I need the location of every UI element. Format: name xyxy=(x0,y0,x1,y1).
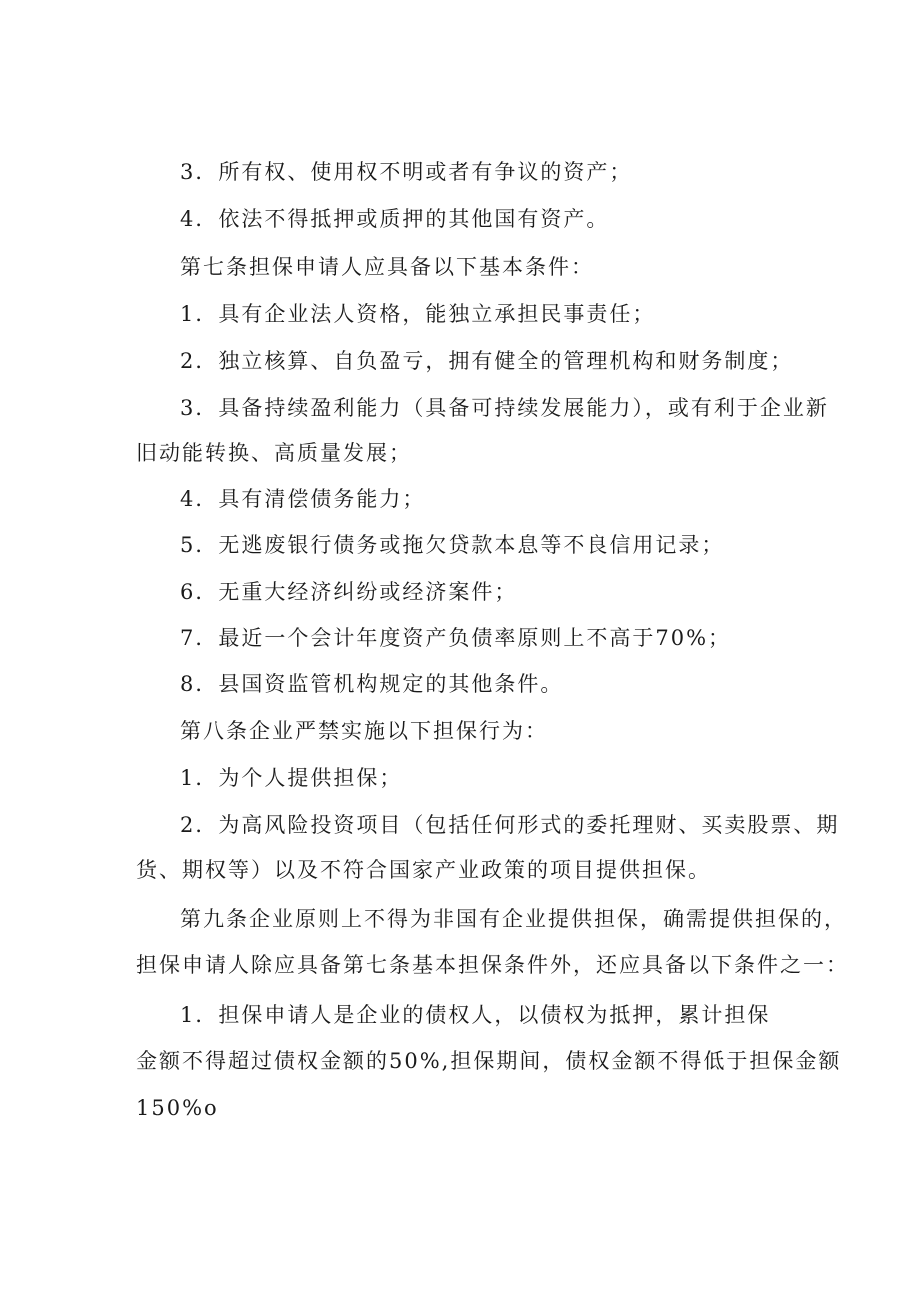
condition-item-7: 7．最近一个会计年度资产负债率原则上不高于70%； xyxy=(180,626,732,650)
condition-item-3: 3．具备持续盈利能力（具备可持续发展能力），或有利于企业新 xyxy=(180,396,829,420)
condition-item-3-continued: 旧动能转换、高质量发展； xyxy=(136,441,412,465)
article-9-heading: 第九条企业原则上不得为非国有企业提供担保，确需提供担保的， xyxy=(180,907,847,931)
article-9-heading-continued: 担保申请人除应具备第七条基本担保条件外，还应具备以下条件之一： xyxy=(136,953,849,977)
condition-item-5: 5．无逃废银行债务或拖欠贷款本息等不良信用记录； xyxy=(180,533,725,557)
guarantee-condition-1-end: 150%o xyxy=(136,1096,219,1120)
prohibited-item-2: 2．为高风险投资项目（包括任何形式的委托理财、买卖股票、期 xyxy=(180,813,840,837)
list-item-asset-3: 3．所有权、使用权不明或者有争议的资产； xyxy=(180,160,633,184)
article-8-heading: 第八条企业严禁实施以下担保行为： xyxy=(180,719,548,743)
guarantee-condition-1-continued: 金额不得超过债权金额的50%,担保期间，债权金额不得低于担保金额 xyxy=(136,1049,842,1073)
list-item-asset-4: 4．依法不得抵押或质押的其他国有资产。 xyxy=(180,207,610,231)
condition-item-2: 2．独立核算、自负盈亏，拥有健全的管理机构和财务制度； xyxy=(180,349,794,373)
prohibited-item-2-continued: 货、期权等）以及不符合国家产业政策的项目提供担保。 xyxy=(136,858,711,882)
condition-item-4: 4．具有清偿债务能力； xyxy=(180,487,426,511)
guarantee-condition-1: 1．担保申请人是企业的债权人，以债权为抵押，累计担保 xyxy=(180,1003,771,1027)
condition-item-1: 1．具有企业法人资格，能独立承担民事责任； xyxy=(180,302,656,326)
condition-item-6: 6．无重大经济纠纷或经济案件； xyxy=(180,580,518,604)
article-7-heading: 第七条担保申请人应具备以下基本条件： xyxy=(180,255,594,279)
prohibited-item-1: 1．为个人提供担保； xyxy=(180,766,403,790)
condition-item-8: 8．县国资监管机构规定的其他条件。 xyxy=(180,672,564,696)
